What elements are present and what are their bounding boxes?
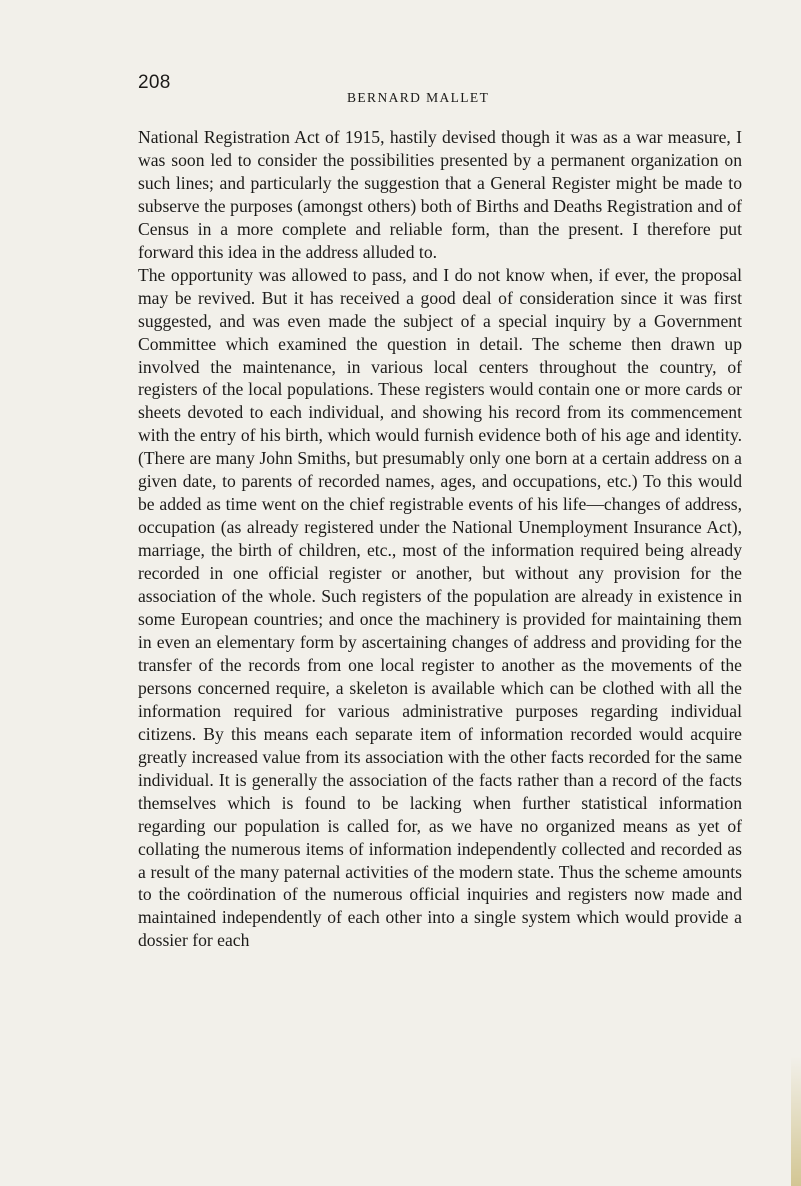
paragraph-1: National Registration Act of 1915, hastily devised though it was as a war measure, I was soon led to consider the possibilities presented by a permanent organization on such lines; and particularly the suggestion that a General Register might be made to subserve the purposes (amongst others) both of Births and Deaths Registration and of Census in a more complete and reliable form, than the present. I therefore put forward this idea in the address alluded to. (138, 127, 742, 262)
page-edge-shadow (791, 1056, 801, 1186)
page-number: 208 (138, 72, 171, 93)
paragraph-2: The opportunity was allowed to pass, and I do not know when, if ever, the proposal may be revived. But it has received a good deal of consideration since it was first suggested, and was even made the subject of a special inquiry by a Government Committee which examined the question in detail. The scheme then drawn up involved the maintenance, in various local centers throughout the country, of registers of the local populations. These registers would contain one or more cards or sheets devoted to each individual, and showing his record from its commencement with the entry of his birth, which would furnish evidence both of his age and identity. (There are many John Smiths, but presumably only one born at a certain address on a given date, to parents of recorded names, ages, and occupations, etc.) To this would be added as time went on the chief registrable events of his life—changes of address, occupation (as already registered under the National Unemployment Insurance Act), marriage, the birth of children, etc., most of the information required being already recorded in one official register or another, but without any provision for the association of the whole. Such registers of the population are already in existence in some European countries; and once the machinery is provided for maintaining them in even an elementary form by ascertaining changes of address and providing for the transfer of the records from one local register to another as the movements of the persons concerned require, a skeleton is available which can be clothed with all the information required for various administrative purposes regarding individual citizens. By this means each separate item of information recorded would acquire greatly increased value from its association with the other facts recorded for the same individual. It is generally the association of the facts rather than a record of the facts themselves which is found to be lacking when further statistical information regarding our population is called for, as we have no organized means as yet of collating the numerous items of information independently collected and recorded as a result of the many paternal activities of the modern state. Thus the scheme amounts to the coördination of the numerous official inquiries and registers now made and maintained independently of each other into a single system which would provide a dossier for each (138, 264, 742, 951)
running-head: BERNARD MALLET (347, 90, 490, 105)
body-text (138, 126, 742, 952)
